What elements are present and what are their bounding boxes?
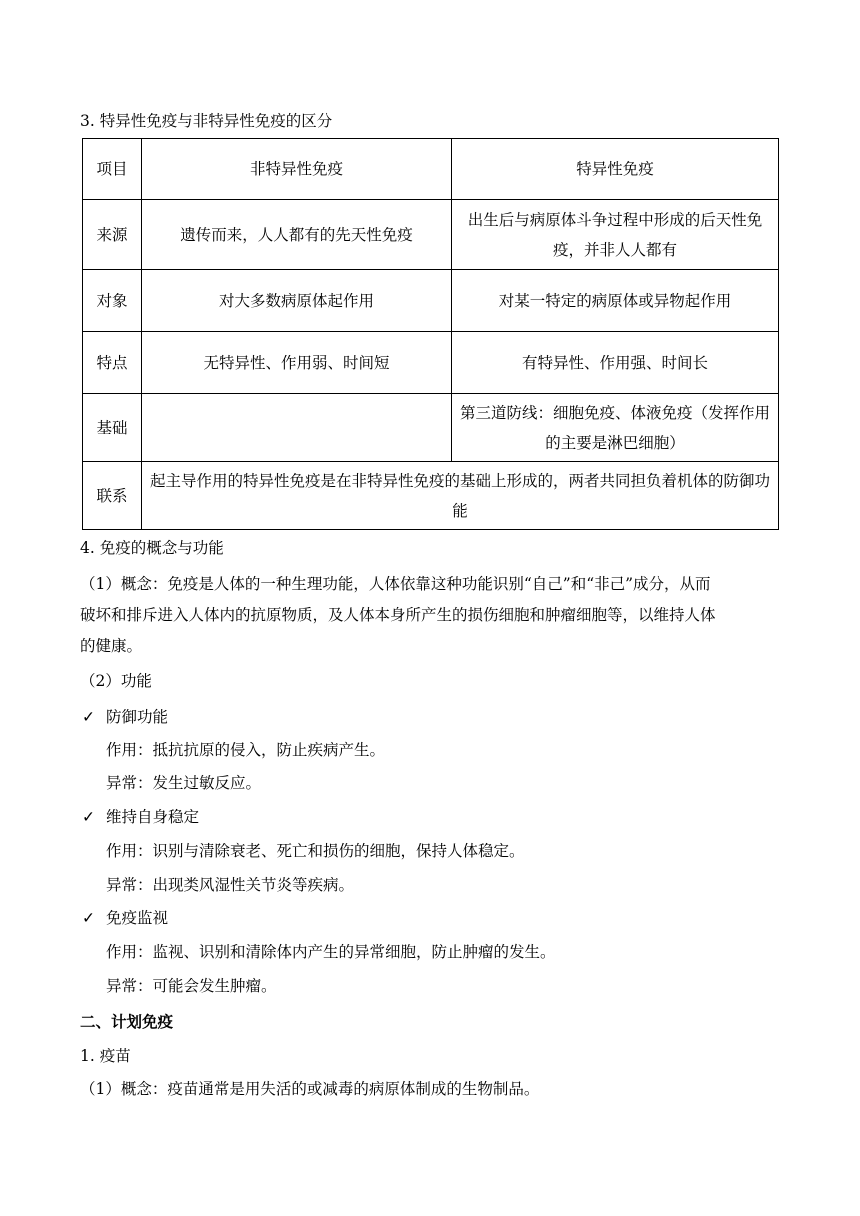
nonspecific-cell	[142, 394, 452, 462]
concept-line: 破坏和排斥进入人体内的抗原物质，及人体本身所产生的损伤细胞和肿瘤细胞等，以维持人体	[80, 606, 716, 624]
section3-title: 3. 特异性免疫与非特异性免疫的区分	[80, 112, 333, 130]
table-header-row	[83, 139, 779, 200]
row-item-cell: 对象	[83, 270, 142, 332]
concept-line: 的健康。	[80, 637, 143, 655]
specific-cell: 有特异性、作用强、时间长	[452, 332, 779, 394]
specific-cell: 第三道防线：细胞免疫、体液免疫（发挥作用的主要是淋巴细胞）	[452, 394, 779, 462]
function-abnormal: 异常：出现类风湿性关节炎等疾病。	[106, 876, 355, 894]
relation-cell: 起主导作用的特异性免疫是在非特异性免疫的基础上形成的，两者共同担负着机体的防御功能	[142, 462, 779, 530]
concept-line: （1）概念：免疫是人体的一种生理功能，人体依靠这种功能识别“自己”和“非己”成分，从而	[80, 575, 711, 593]
function-name: 维持自身稳定	[106, 808, 200, 826]
function-abnormal: 异常：发生过敏反应。	[106, 774, 262, 792]
nonspecific-cell: 遗传而来，人人都有的先天性免疫	[142, 200, 452, 270]
specific-cell: 对某一特定的病原体或异物起作用	[452, 270, 779, 332]
function-effect: 作用：监视、识别和清除体内产生的异常细胞，防止肿瘤的发生。	[106, 943, 556, 961]
part2-title: 二、计划免疫	[80, 1013, 174, 1031]
function-name: 免疫监视	[106, 909, 169, 927]
check-icon: ✓	[82, 808, 95, 826]
function-label: （2）功能	[80, 672, 152, 690]
function-effect: 作用：抵抗抗原的侵入，防止疾病产生。	[106, 741, 386, 759]
check-icon: ✓	[82, 909, 95, 927]
section4-title: 4. 免疫的概念与功能	[80, 539, 224, 557]
function-abnormal: 异常：可能会发生肿瘤。	[106, 977, 277, 995]
table-header-cell: 项目	[83, 139, 142, 200]
row-item-cell: 来源	[83, 200, 142, 270]
function-name: 防御功能	[106, 708, 169, 726]
function-item	[82, 907, 168, 929]
vaccine-subtitle: 1. 疫苗	[80, 1047, 131, 1065]
function-effect: 作用：识别与清除衰老、死亡和损伤的细胞，保持人体稳定。	[106, 842, 525, 860]
nonspecific-cell: 无特异性、作用弱、时间短	[142, 332, 452, 394]
comparison-table	[82, 138, 779, 530]
table-row	[83, 394, 779, 462]
table-row	[83, 200, 779, 270]
function-item	[82, 706, 168, 728]
row-item-cell: 特点	[83, 332, 142, 394]
nonspecific-cell: 对大多数病原体起作用	[142, 270, 452, 332]
function-item	[82, 806, 199, 828]
table-header-cell: 特异性免疫	[452, 139, 779, 200]
row-item-cell: 基础	[83, 394, 142, 462]
vaccine-concept: （1）概念：疫苗通常是用失活的或减毒的病原体制成的生物制品。	[80, 1080, 540, 1098]
specific-cell: 出生后与病原体斗争过程中形成的后天性免疫，并非人人都有	[452, 200, 779, 270]
row-item-cell: 联系	[83, 462, 142, 530]
table-header-cell: 非特异性免疫	[142, 139, 452, 200]
check-icon: ✓	[82, 708, 95, 726]
table-row	[83, 462, 779, 530]
table-row	[83, 332, 779, 394]
table-row	[83, 270, 779, 332]
